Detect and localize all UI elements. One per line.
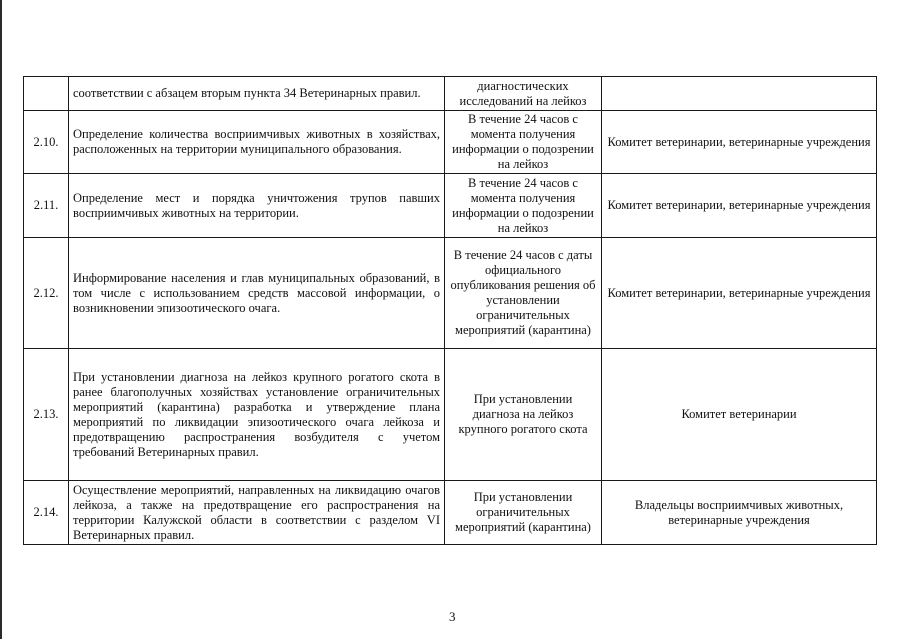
row-action: Осуществление мероприятий, направленных на ликвидацию очагов лейкоза, а также на предотвращение его распространения на территории Калужской области в соответствии с разделом VI Ветеринарных правил. [69,481,445,545]
row-term: В течение 24 часов с даты официального опубликования решения об установлении ограничительных мероприятий (карантина) [445,238,602,349]
row-term: диагностических исследований на лейкоз [445,77,602,111]
scan-edge [0,0,2,639]
row-number: 2.12. [24,238,69,349]
table-row [24,111,877,174]
row-term: В течение 24 часов с момента получения информации о подозрении на лейкоз [445,111,602,174]
row-number: 2.13. [24,349,69,481]
page-number: 3 [449,609,457,624]
table-row [24,174,877,238]
row-responsible: Комитет ветеринарии, ветеринарные учреждения [602,174,877,238]
table-row [24,77,877,111]
table-row [24,481,877,545]
row-responsible: Комитет ветеринарии [602,349,877,481]
row-responsible: Владельцы восприимчивых животных, ветеринарные учреждения [602,481,877,545]
row-responsible [602,77,877,111]
row-term: В течение 24 часов с момента получения информации о подозрении на лейкоз [445,174,602,238]
row-action: Информирование населения и глав муниципальных образований, в том числе с использованием средств массовой информации, о возникновении эпизоотического очага. [69,238,445,349]
row-number: 2.14. [24,481,69,545]
row-number [24,77,69,111]
row-action: Определение мест и порядка уничтожения трупов павших восприимчивых животных на территории. [69,174,445,238]
row-number: 2.11. [24,174,69,238]
table-row [24,238,877,349]
row-term: При установлении диагноза на лейкоз крупного рогатого скота [445,349,602,481]
row-action: соответствии с абзацем вторым пункта 34 Ветеринарных правил. [69,77,445,111]
measures-table [23,76,877,545]
row-term: При установлении ограничительных мероприятий (карантина) [445,481,602,545]
row-action: Определение количества восприимчивых животных в хозяйствах, расположенных на территории муниципального образования. [69,111,445,174]
row-action: При установлении диагноза на лейкоз крупного рогатого скота в ранее благополучных хозяйствах установление ограничительных мероприятий (карантина) разработка и утверждение плана мероприятий по ликвидации эпизоотического очага лейкоза и предотвращению распространения возбудителя с учетом требований Ветеринарных правил. [69,349,445,481]
row-responsible: Комитет ветеринарии, ветеринарные учреждения [602,238,877,349]
table-row [24,349,877,481]
row-number: 2.10. [24,111,69,174]
row-responsible: Комитет ветеринарии, ветеринарные учреждения [602,111,877,174]
